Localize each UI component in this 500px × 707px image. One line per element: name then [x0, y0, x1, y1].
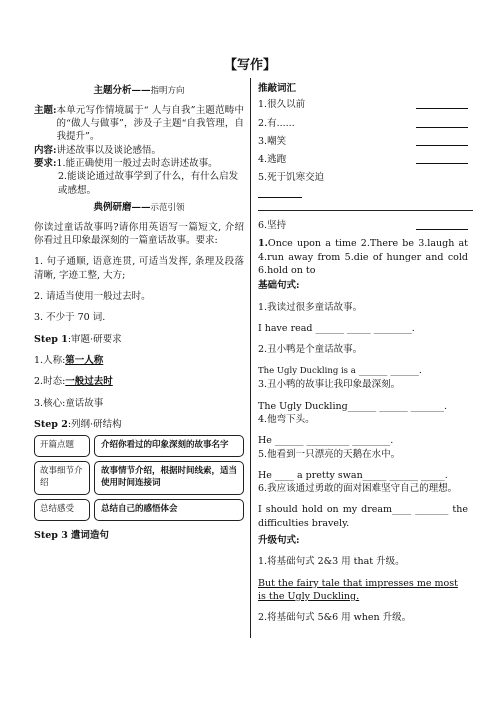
vocab-item: 3.嘲笑 — [258, 135, 468, 148]
outline-label: 总结感受 — [34, 499, 90, 521]
basic-4-cn: 4.他弯下头。 — [258, 413, 315, 425]
vocab-item: 1.很久以前 — [258, 98, 468, 111]
basic-heading: 基础句式: — [258, 280, 300, 292]
vocab-item: 4.逃跑 — [258, 153, 468, 166]
basic-4-en: He ______ _________ ________. — [258, 435, 394, 447]
basic-5-cn: 5.他看到一只漂亮的天鹅在水中。 — [258, 448, 401, 460]
outline-flow — [34, 435, 244, 521]
vocab-item: 6.坚持 — [258, 219, 468, 232]
upgrade-heading: 升级句式: — [258, 535, 300, 547]
left-column — [34, 82, 244, 542]
rule-2: 2. 请适当使用一般过去时。 — [34, 291, 151, 303]
page-title: 【写作】 — [223, 58, 276, 73]
vocab-heading: 推敲词汇 — [258, 83, 297, 94]
writing-prompt: 你读过童话故事吗?请你用英语写一篇短文, 介绍你看过且印象最深刻的一篇童话故事。要求: — [34, 221, 244, 247]
basic-3-en: The Ugly Duckling______ ______ _______. — [258, 400, 448, 412]
vocab-answers: 1.Once upon a time 2.There be 3.laugh at 4.run away from 5.die of hunger and cold 6.hold on to — [258, 238, 468, 276]
outline-row — [34, 461, 244, 495]
outline-row — [34, 435, 244, 457]
basic-6-cn: 6.我应该通过勇敢的面对困难坚守自己的理想。 — [258, 483, 458, 495]
outline-label: 故事细节介绍 — [34, 461, 90, 495]
tense-line: 2.时态:一般过去时 — [34, 376, 113, 388]
theme-row: 主题: 本单元写作情境属于“ 人与自我”主题范畴中的“做人与做事”，涉及子主题“自我管理，自我提升”。 — [34, 104, 244, 143]
step-1: Step 1:审题·研要求 — [34, 333, 122, 345]
outline-label: 开篇点题 — [34, 435, 90, 457]
theme-heading: 主题分析——指明方向 — [93, 85, 185, 96]
upgrade-1-answer: But the fairy tale that impresses me most is the Ugly Duckling. — [258, 577, 458, 602]
content-row: 内容: 讲述故事以及谈论感悟。 — [34, 144, 162, 156]
core-line: 3.核心:童话故事 — [34, 397, 104, 409]
requirement-row: 要求: 1.能正确使用一般过去时态讲述故事。 — [34, 158, 218, 170]
outline-desc: 总结自己的感悟体会 — [94, 499, 244, 521]
basic-2-cn: 2.丑小鸭是个童话故事。 — [258, 344, 363, 356]
upgrade-1: 1.将基础句式 2&3 用 that 升级。 — [258, 556, 405, 568]
person-line: 1.人称:第一人称 — [34, 354, 104, 366]
step-3: Step 3 遣词造句 — [34, 529, 109, 541]
basic-1-cn: 1.我读过很多童话故事。 — [258, 301, 363, 313]
outline-row — [34, 499, 244, 521]
step-2: Step 2:列纲·研结构 — [34, 418, 122, 430]
upgrade-2: 2.将基础句式 5&6 用 when 升级。 — [258, 612, 412, 624]
rule-1: 1. 句子通顺, 语意连贯, 可适当发挥, 条理及段落清晰, 字迹工整, 大方; — [34, 256, 244, 281]
requirement-2: 2.能谈论通过故事学到了什么，有什么启发或感想。 — [58, 171, 239, 196]
basic-3-cn: 3.丑小鸭的故事让我印象最深刻。 — [258, 379, 401, 391]
basic-1-en: I have read ______ _____ ________. — [258, 322, 415, 334]
example-heading: 典例研磨——示范引领 — [93, 201, 185, 213]
basic-5-en: He ____ a pretty swan_____ ______ _____. — [258, 469, 448, 481]
outline-desc: 介绍你看过的印象深刻的故事名字 — [94, 435, 244, 457]
outline-desc: 故事情节介绍，根据时间线索，适当使用时间连接词 — [94, 461, 244, 495]
divider — [258, 210, 473, 211]
basic-2-en: The Ugly Duckling is a ______ ______. — [258, 365, 422, 377]
column-divider — [250, 78, 251, 638]
right-column — [258, 82, 468, 625]
rule-3: 3. 不少于 70 词. — [34, 312, 106, 324]
vocab-item: 5.死于饥寒交迫 — [258, 172, 325, 184]
vocab-item: 2.有...... — [258, 117, 468, 130]
basic-6-en: I should hold on my dream____ _______ the difficulties bravely. — [258, 504, 468, 529]
